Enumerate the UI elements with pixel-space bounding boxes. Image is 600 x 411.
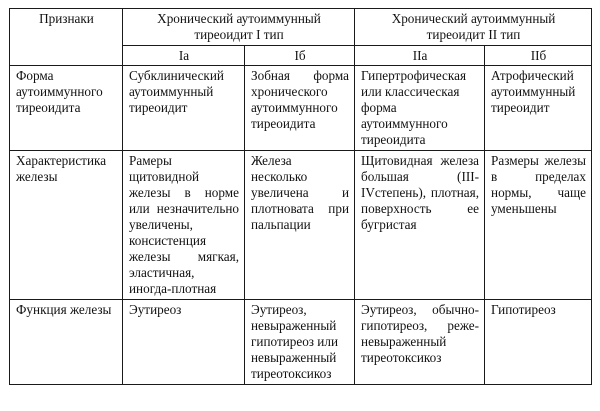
header-row-groups <box>10 9 592 46</box>
header-subtype-2b: IIб <box>485 46 592 66</box>
cell-1b: Эутиреоз, невыраженный гипотиреоз или невыраженный тиреотоксикоз <box>245 300 355 385</box>
cell-2b: Гипотиреоз <box>485 300 592 385</box>
thyroiditis-classification-table <box>9 8 592 385</box>
cell-2a: Эутиреоз, обычно-гипотиреоз, реже-невыраженный тиреотоксикоз <box>355 300 485 385</box>
cell-2a: Щитовидная железа большая (III-IVстепень), плотная, поверхность ее бугристая <box>355 151 485 300</box>
row-feature-cell: Функция железы <box>10 300 123 385</box>
header-subtype-1b: Iб <box>245 46 355 66</box>
row-feature-cell: Характеристика железы <box>10 151 123 300</box>
cell-1a: Эутиреоз <box>123 300 245 385</box>
header-features: Признаки <box>10 9 123 66</box>
table-row-form <box>10 66 592 151</box>
cell-2a: Гипертрофическая или классическая форма аутоиммунного тиреоидита <box>355 66 485 151</box>
cell-1a: Субклинический аутоиммунный тиреоидит <box>123 66 245 151</box>
header-type-1: Хронический аутоиммунный тиреоидит I тип <box>123 9 355 46</box>
header-subtype-2a: IIа <box>355 46 485 66</box>
header-type-2: Хронический аутоиммунный тиреоидит II тип <box>355 9 592 46</box>
cell-1b: Железа несколько увеличена и плотновата при пальпации <box>245 151 355 300</box>
table-row-function <box>10 300 592 385</box>
table-row-characteristics <box>10 151 592 300</box>
header-subtype-1a: Iа <box>123 46 245 66</box>
row-feature-cell: Форма аутоиммунного тиреоидита <box>10 66 123 151</box>
cell-1a: Рамеры щитовидной железы в норме или незначительно увеличены, консистенция железы мягкая, эластичная, иногда-плотная <box>123 151 245 300</box>
cell-1b: Зобная форма хронического аутоиммунного тиреоидита <box>245 66 355 151</box>
cell-2b: Размеры железы в пределах нормы, чаще уменьшены <box>485 151 592 300</box>
cell-2b: Атрофический аутоиммунный тиреоидит <box>485 66 592 151</box>
